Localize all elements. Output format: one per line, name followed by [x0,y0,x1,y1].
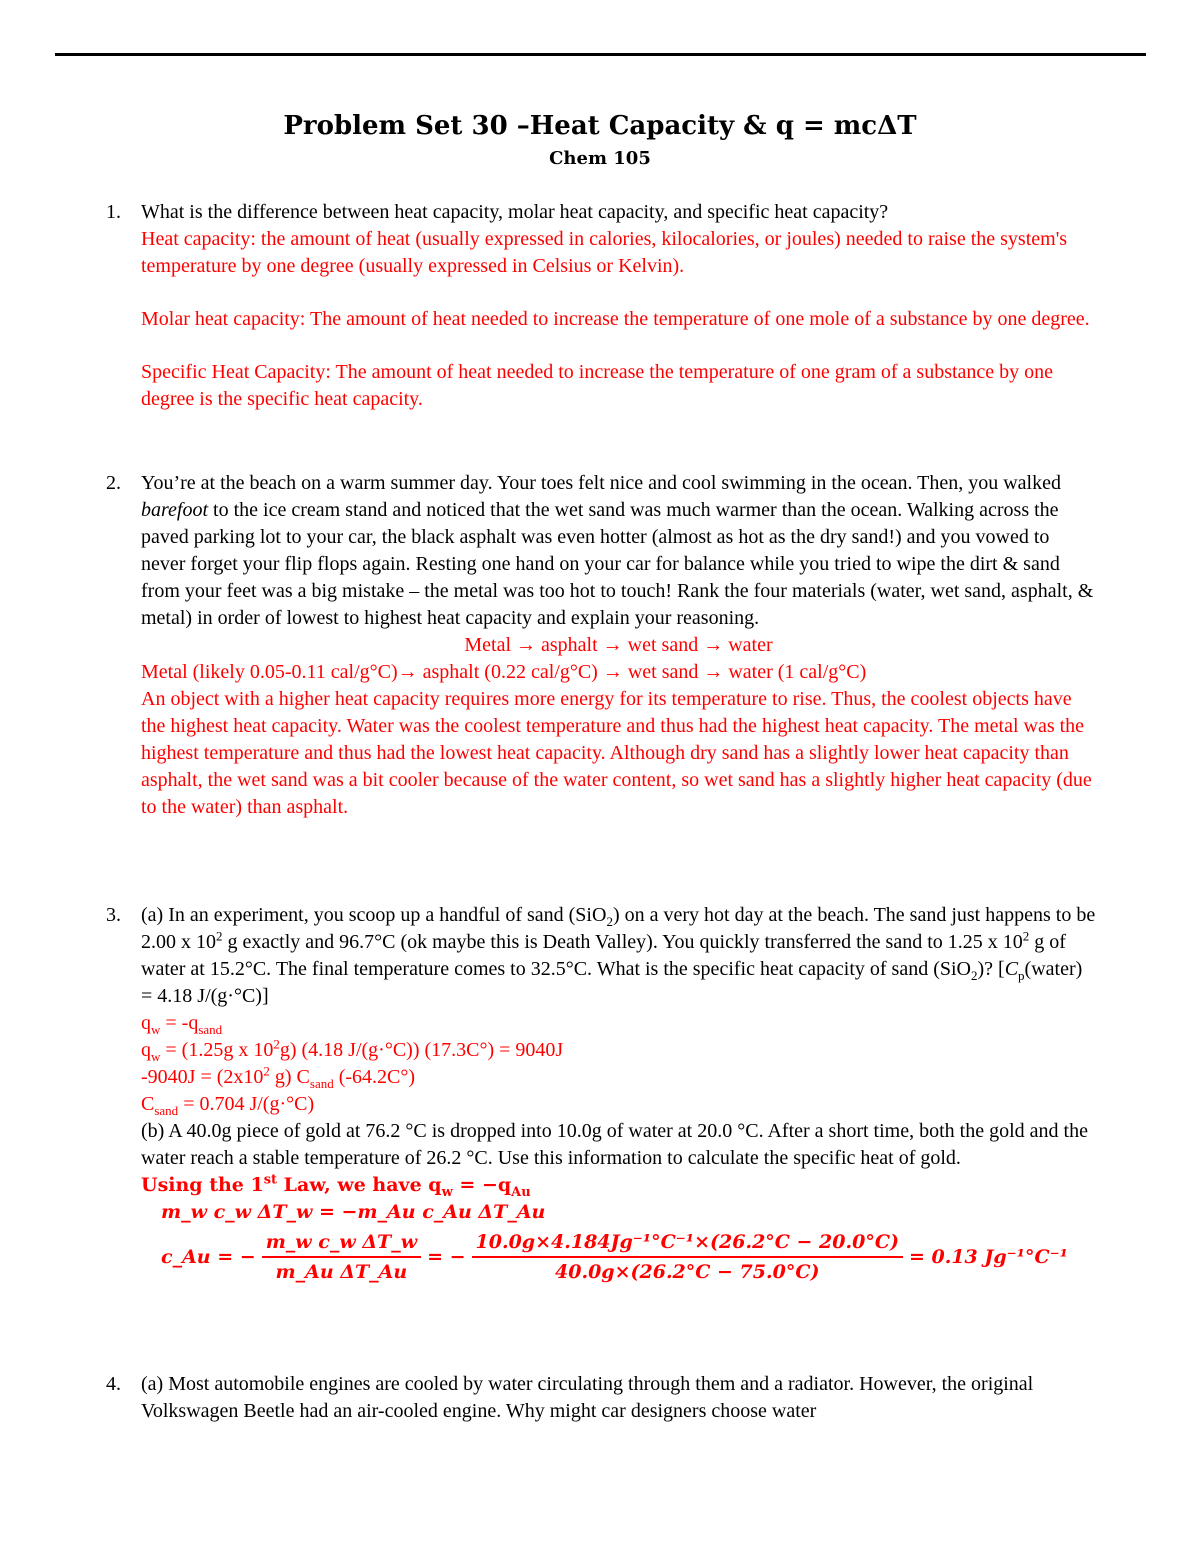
question-4 [106,1371,1096,1425]
question-1 [106,199,1096,413]
answer-ranking: Metal → asphalt → wet sand → water [464,634,773,656]
question-text: What is the difference between heat capacity, molar heat capacity, and specific heat capacity? [141,201,889,223]
question-3b-text: (b) A 40.0g piece of gold at 76.2 °C is dropped into 10.0g of water at 20.0 °C. After a short time, both the gold and the water reach a stable temperature of 26.2 °C. Use this information to calculate the specific heat of gold. [141,1120,1088,1169]
specific-heat-gold-equation: c_Au = − $\frac{\text{m\_w c\_w ΔT\_w}}{\text{m\_Au ΔT\_Au}}$ = − $\frac{\text{10.0g×4.184Jg⁻¹°C⁻¹×(26.2°C − 20.0°C)}}{40.0g\times(26.2^\circ C - 75.0^\circ C)}$ = 0.13 Jg⁻¹°C⁻¹ [161,1231,1068,1283]
numeric-fraction: $\frac{\text{10.0g×4.184Jg⁻¹°C⁻¹×(26.2°C − 20.0°C)}}{40.0g\times(26.2^\circ C - 75.0^\circ C)}$ [472,1230,903,1284]
solution-line-1: $q_w = -q_{sand}$ [141,1012,223,1037]
italic-word: barefoot [141,499,209,521]
question-3a-text: (a) In an experiment, you scoop up a handful of sand (SiO$_2$) on a very hot day at the beach. The sand just happens to be 2.00 x $10^2$ g exactly and 96.7°C (ok maybe this is Death Valley). You quickly transferred the sand to 1.25 x $10^2$ g of water at 15.2°C. The final temperature comes to 32.5°C. What is the specific heat capacity of sand (SiO$_2$)? [$C_p(water) = 4.18$ J/(g·°C)] [141,904,1096,1007]
question-3 [106,902,1096,1288]
solution-line-4: $C_{sand} = 0.704$ J/(g·°C) [141,1093,315,1118]
answer-ranking-values: Metal (likely 0.05-0.11 cal/g°C)→ asphalt (0.22 cal/g°C) → wet sand → water (1 cal/g°C) [141,661,867,683]
answer-explanation: An object with a higher heat capacity requires more energy for its temperature to rise. Thus, the coolest objects have the highest heat capacity. Water was the coolest temperature and thus had the highest heat capacity. The metal was the highest temperature and thus had the lowest heat capacity. Although dry sand has a slightly lower heat capacity than asphalt, the wet sand was a bit cooler because of the water content, so wet sand has a slightly higher heat capacity (due to the water) than asphalt. [141,688,1092,818]
question-number: 3. [106,904,121,926]
question-number: 2. [106,472,121,494]
symbolic-fraction: $\frac{\text{m\_w c\_w ΔT\_w}}{\text{m\_Au ΔT\_Au}}$ [262,1230,421,1284]
result-value: = 0.13 Jg⁻¹°C⁻¹ [908,1245,1068,1268]
answer-molar-heat-capacity: Molar heat capacity: The amount of heat needed to increase the temperature of one mole of a substance by one degree. [141,308,1090,330]
page-title: Problem Set 30 –Heat Capacity & q = mcΔT [283,111,917,141]
answer-heat-capacity: Heat capacity: the amount of heat (usually expressed in calories, kilocalories, or joules) needed to raise the system's temperature by one degree (usually expressed in Celsius or Kelvin). [141,228,1068,277]
energy-balance-equation: m_w c_w ΔT_w = −m_Au c_Au ΔT_Au [161,1201,546,1223]
question-number: 4. [106,1373,121,1395]
question-2 [106,470,1096,821]
page-subtitle: Chem 105 [549,148,651,169]
first-law-statement: Using the 1st Law, we have $q_w = -q_{Au}$ [141,1172,531,1200]
answer-specific-heat-capacity: Specific Heat Capacity: The amount of heat needed to increase the temperature of one gram of a substance by one degree is the specific heat capacity. [141,361,1054,410]
top-rule [55,53,1146,56]
solution-line-3: $-9040J = (2x10^2$ g) $C_{sand}$ (-64.2C°) [141,1063,416,1091]
question-text: (a) Most automobile engines are cooled by water circulating through them and a radiator. However, the original Volkswagen Beetle had an air-cooled engine. Why might car designers choose water [141,1373,1034,1422]
question-number: 1. [106,201,121,223]
question-text: You’re at the beach on a warm summer day. Your toes felt nice and cool swimming in the ocean. Then, you walked barefoot to the ice cream stand and noticed that the wet sand was much warmer than the ocean. Walking across the paved parking lot to your car, the black asphalt was even hotter (almost as hot as the dry sand!) and you vowed to never forget your flip flops again. Resting one hand on your car for balance while you tried to wipe the dirt & sand from your feet was a big mistake – the metal was too hot to touch! Rank the four materials (water, wet sand, asphalt, & metal) in order of lowest to highest heat capacity and explain your reasoning. [141,472,1094,629]
solution-line-2: $q_w = (1.25g$ x $10^2g$) (4.18 J/(g·°C)) (17.3C°) = 9040J [141,1036,564,1064]
